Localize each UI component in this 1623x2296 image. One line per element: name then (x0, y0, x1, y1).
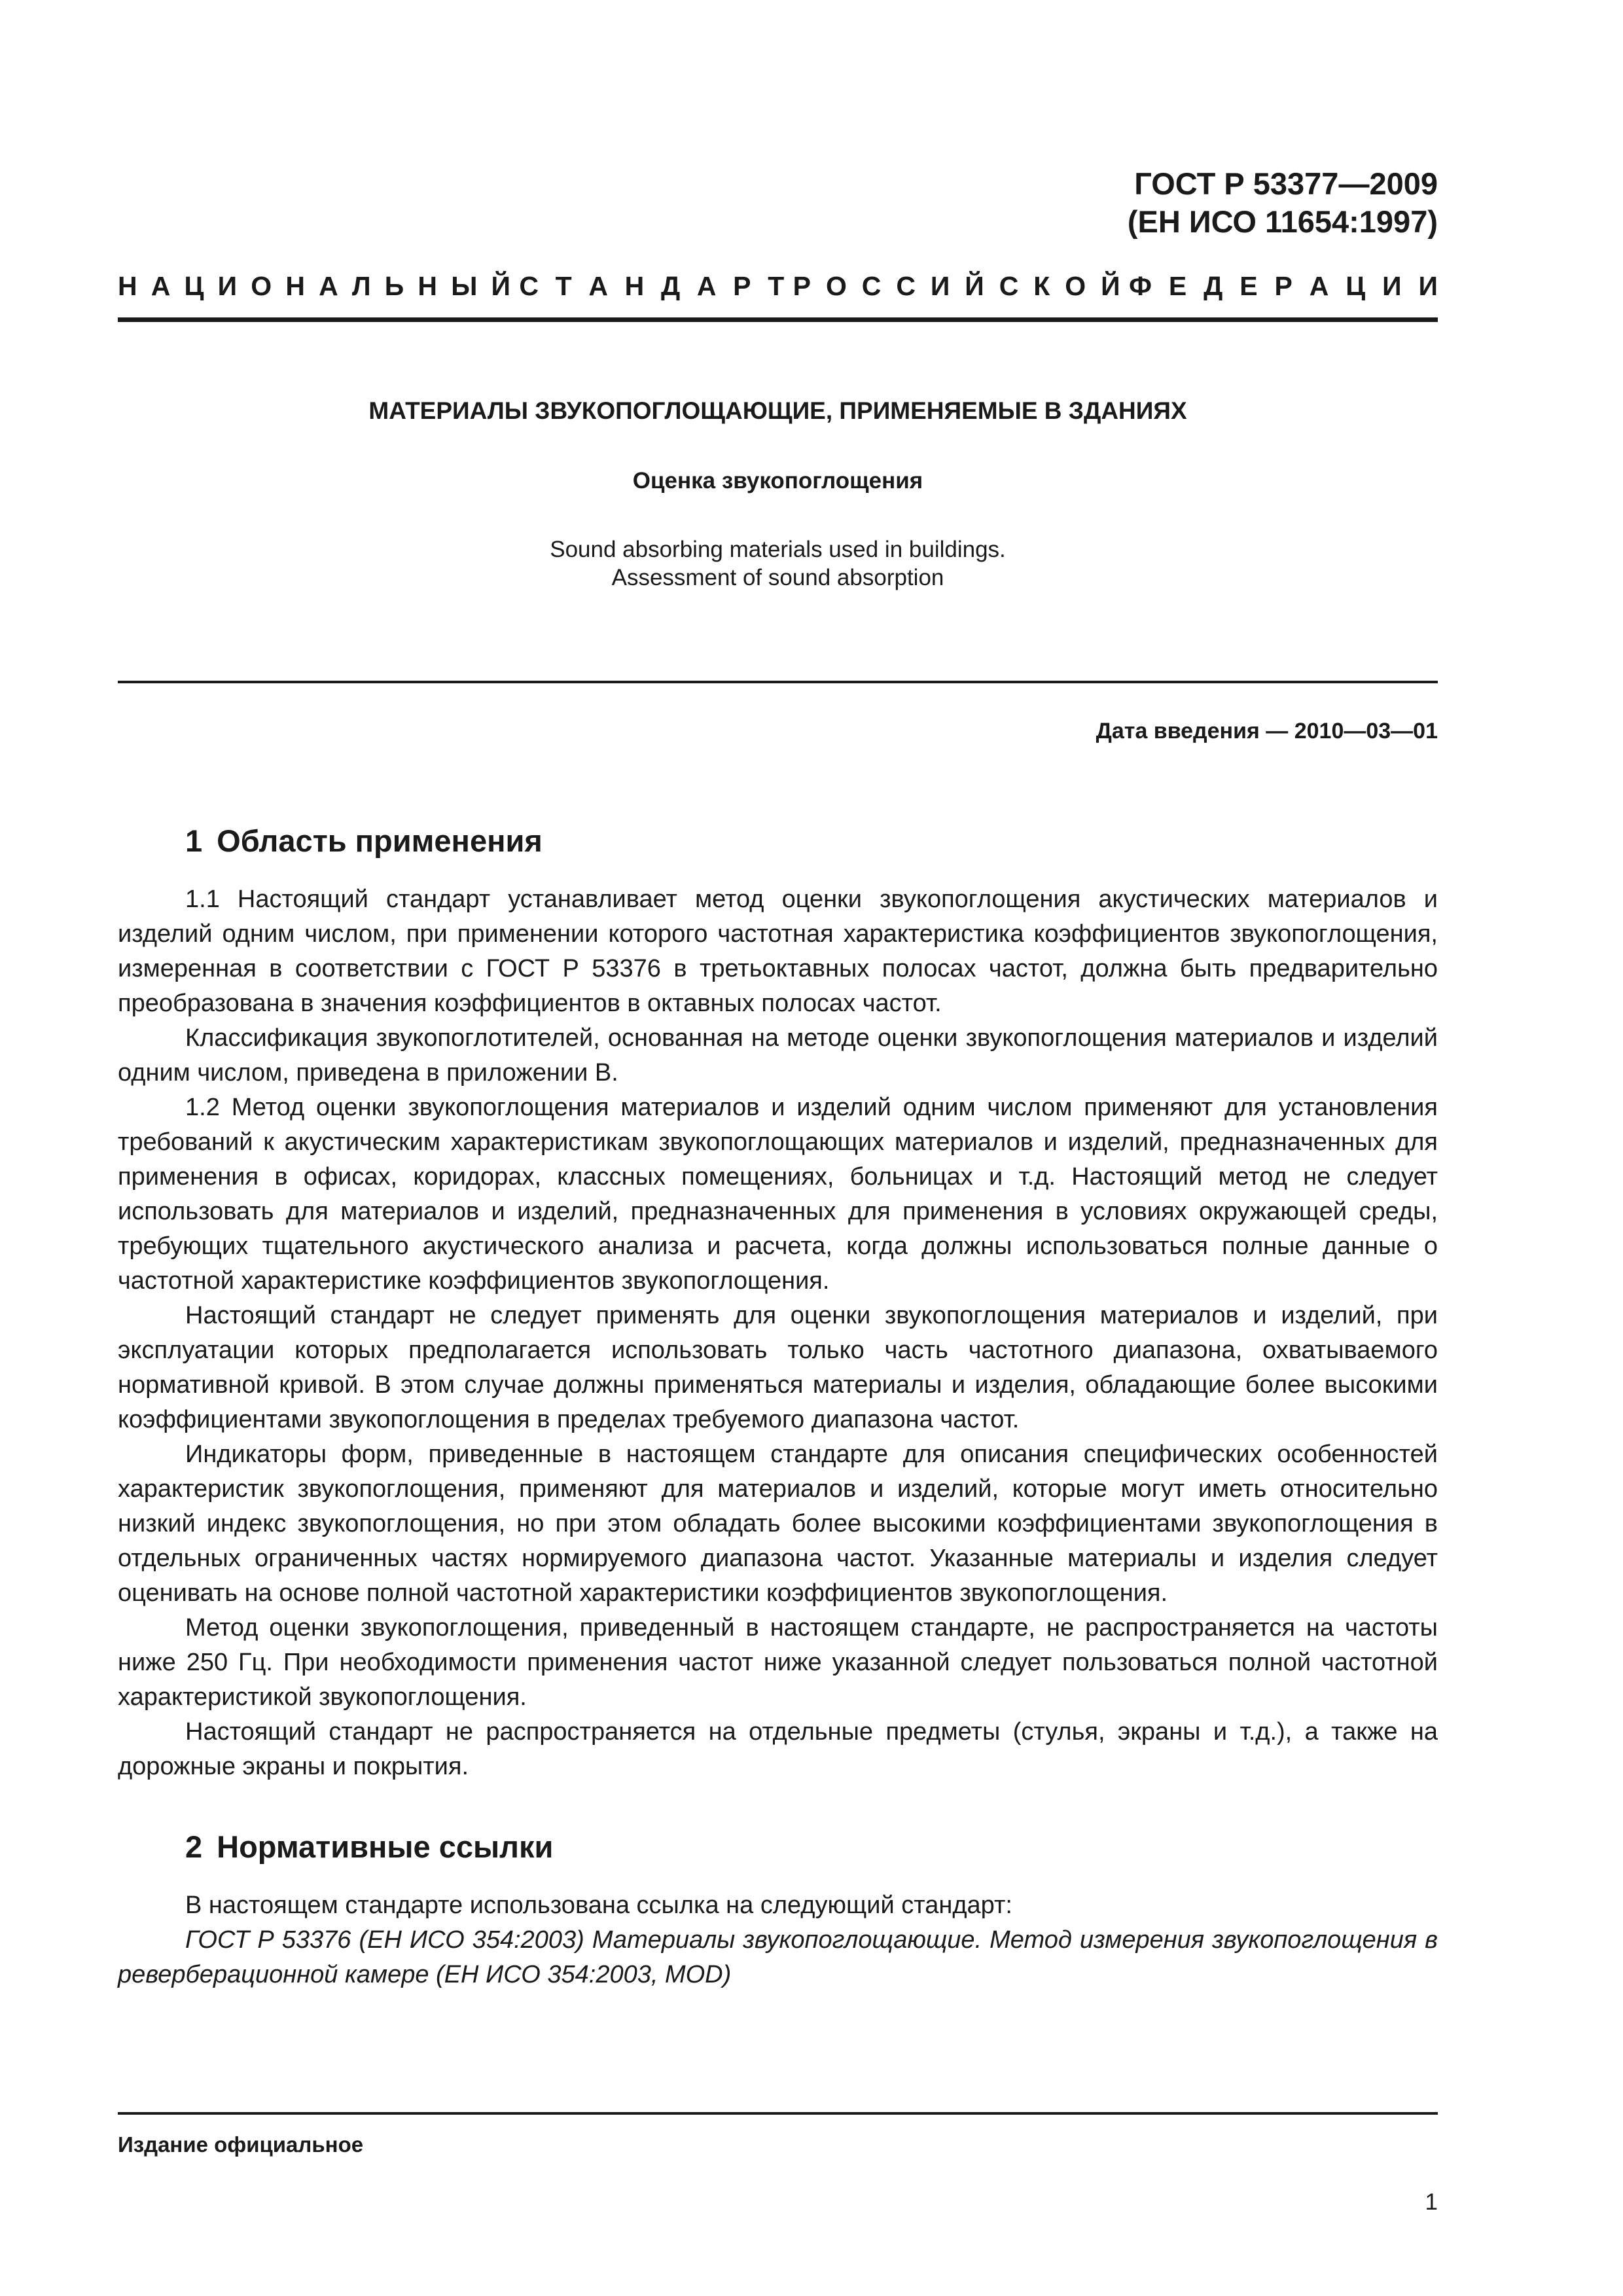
banner-letter: И (1418, 271, 1438, 301)
paragraph: Индикаторы форм, приведенные в настоящем стандарте для описания специфических особенностей характеристик звукопоглощения, применяют для материалов и изделий, которые могут иметь относительно низкий индекс звукопоглощения, но при этом обладать более высокими коэффициентами звукопоглощения в отдельных ограниченных частях нормируемого диапазона частот. Указанные материалы и изделия следует оценивать на основе полной частотной характеристики коэффициентов звукопоглощения. (118, 1441, 1438, 1607)
banner-letter: К (1033, 271, 1050, 301)
banner-letter: Й (965, 271, 984, 301)
banner-word (1129, 270, 1438, 302)
banner-letter: Ь (384, 271, 404, 301)
paragraph: Метод оценки звукопоглощения, приведенный в настоящем стандарте, не распространяется на частоты ниже 250 Гц. При необходимости применения частот ниже указанной следует пользоваться полной частотной характеристикой звукопоглощения. (118, 1614, 1438, 1711)
banner-letter: Р (793, 271, 812, 301)
banner-letter: А (151, 271, 171, 301)
header-rule (118, 317, 1438, 322)
document-subtitle: Оценка звукопоглощения (632, 468, 923, 493)
section-1-number: 1 (185, 823, 203, 858)
banner-letter: И (930, 271, 950, 301)
banner-letter: Н (624, 271, 645, 301)
paragraph: Классификация звукопоглотителей, основанная на методе оценки звукопоглощения материалов и изделий одним числом, приведена в приложении В. (118, 1024, 1438, 1086)
banner-letter: Т (555, 271, 572, 301)
banner-letter: Л (351, 271, 371, 301)
banner-letter: И (1382, 271, 1402, 301)
section-1-title: Область применения (217, 823, 543, 858)
section-1-heading (185, 822, 543, 860)
banner-letter: О (1065, 271, 1086, 301)
banner-word (118, 270, 510, 302)
banner-letter: Н (118, 271, 137, 301)
banner-letter: Е (1240, 271, 1258, 301)
banner-letter: Р (1274, 271, 1293, 301)
banner-letter: Ц (1346, 271, 1366, 301)
paragraph: Настоящий стандарт не распространяется на отдельные предметы (стулья, экраны и т.д.), а также на дорожные экраны и покрытия. (118, 1718, 1438, 1780)
paragraph: 1.2 Метод оценки звукопоглощения материалов и изделий одним числом применяют для установления требований к акустическим характеристикам звукопоглощающих материалов и изделий, предназначенных для применения в офисах, коридорах, классных помещениях, больницах и т.д. Настоящий метод не следует использовать для материалов и изделий, предназначенных для применения в условиях окружающей среды, требующих тщательного акустического анализа и расчета, когда должны использоваться полные данные о частотной характеристике коэффициентов звукопоглощения. (118, 1094, 1438, 1295)
banner-letter: Ф (1128, 271, 1152, 301)
banner-letter: А (1309, 271, 1329, 301)
page-number: 1 (1425, 2189, 1438, 2215)
section-2-number: 2 (185, 1829, 203, 1864)
banner-letter: А (588, 271, 608, 301)
banner-word (793, 270, 1120, 302)
reference-entry: ГОСТ Р 53376 (ЕН ИСО 354:2003) Материалы звукопоглощающие. Метод измерения звукопоглощения в реверберационной камере (ЕН ИСО 354:2003, MOD) (118, 1926, 1438, 1988)
introduction-date: Дата введения — 2010—03—01 (1096, 719, 1438, 744)
banner-letter: Н (418, 271, 438, 301)
footer-rule (118, 2112, 1438, 2115)
section-2-body (118, 1888, 1438, 1992)
banner-word (519, 270, 784, 302)
section-1-body (118, 882, 1438, 1784)
banner-letter: С (896, 271, 916, 301)
national-standard-banner (118, 270, 1438, 302)
title-rule (118, 681, 1438, 683)
banner-letter: О (251, 271, 272, 301)
banner-letter: О (825, 271, 847, 301)
banner-letter: Д (1204, 271, 1223, 301)
standard-number-block (849, 165, 1438, 241)
banner-letter: А (696, 271, 717, 301)
banner-letter: Й (491, 271, 510, 301)
banner-letter: Ы (451, 271, 478, 301)
paragraph: Настоящий стандарт не следует применять для оценки звукопоглощения материалов и изделий, при эксплуатации которых предполагается использовать только часть частотного диапазона, охватываемого нормативной кривой. В этом случае должны применяться материалы и изделия, обладающие более высокими коэффициентами звукопоглощения в пределах требуемого диапазона частот. (118, 1302, 1438, 1433)
banner-letter: Й (1101, 271, 1120, 301)
banner-letter: Н (285, 271, 305, 301)
section-2-heading (185, 1828, 553, 1866)
paragraph: 1.1 Настоящий стандарт устанавливает метод оценки звукопоглощения акустических материалов и изделий одним числом, при применении которого частотная характеристика коэффициентов звукопоглощения, измеренная в соответствии с ГОСТ Р 53376 в третьоктавных полосах частот, должна быть предварительно преобразована в значения коэффициентов в октавных полосах частот. (118, 886, 1438, 1017)
references-intro: В настоящем стандарте использована ссылка на следующий стандарт: (185, 1892, 1012, 1919)
standard-equivalent: (ЕН ИСО 11654:1997) (1127, 204, 1438, 239)
banner-letter: С (519, 271, 539, 301)
banner-letter: Д (660, 271, 681, 301)
banner-letter: С (999, 271, 1019, 301)
official-edition-label: Издание официальное (118, 2132, 364, 2157)
section-2-title: Нормативные ссылки (217, 1829, 554, 1864)
banner-letter: Ц (184, 271, 204, 301)
banner-letter: А (319, 271, 338, 301)
banner-letter: И (217, 271, 238, 301)
standard-number: ГОСТ Р 53377—2009 (1134, 166, 1438, 201)
banner-letter: Е (1168, 271, 1187, 301)
banner-letter: Т (768, 271, 785, 301)
banner-letter: С (861, 271, 882, 301)
document-title: МАТЕРИАЛЫ ЗВУКОПОГЛОЩАЮЩИЕ, ПРИМЕНЯЕМЫЕ В ЗДАНИЯХ (368, 397, 1187, 424)
english-title-line-2: Assessment of sound absorption (611, 565, 944, 590)
banner-letter: Р (733, 271, 751, 301)
english-title-line-1: Sound absorbing materials used in buildings. (550, 537, 1006, 562)
